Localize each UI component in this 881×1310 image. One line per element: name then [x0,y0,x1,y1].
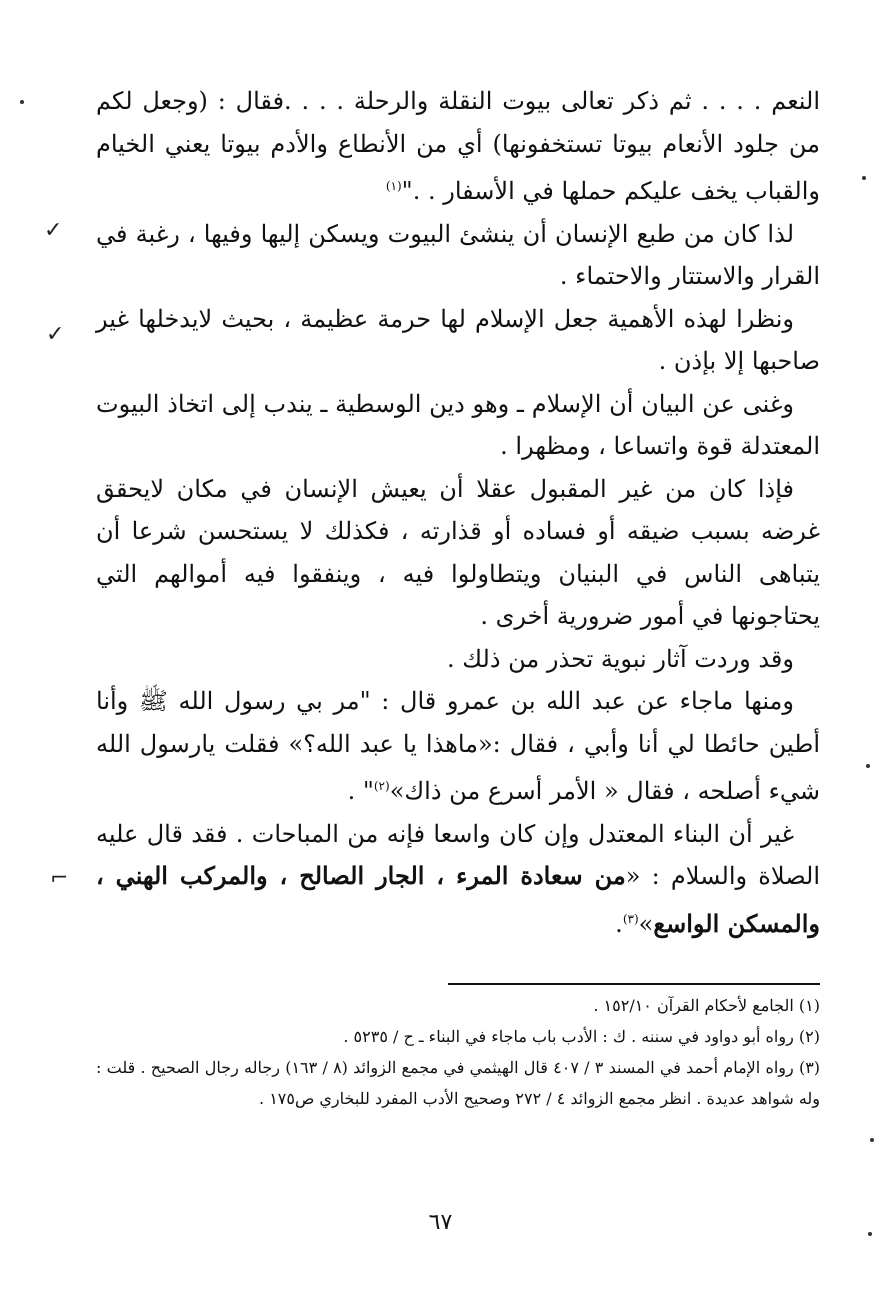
paragraph [96,638,820,681]
paragraph-text: وغنى عن البيان أن الإسلام ـ وهو دين الوسطية ـ يندب إلى اتخاذ البيوت المعتدلة قوة واتساعا ، ومظهرا . [96,389,820,460]
paragraph-text: غير أن البناء المعتدل وإن كان واسعا فإنه من المباحات . فقد قال عليه الصلاة والسلام : « [96,819,820,890]
margin-speck [870,1138,874,1142]
paragraph [96,680,820,813]
margin-checkmark-2: ✓ [46,322,65,347]
paragraph [96,213,820,298]
page-number: ٦٧ [428,1210,453,1235]
margin-bracket-mark: ⌐ [50,866,69,891]
hadith-quote: من سعادة المرء ، الجار الصالح ، والمركب الهني ، والمسكن الواسع [96,861,820,938]
paragraph-text: وقد وردت آثار نبوية تحذر من ذلك . [447,644,794,673]
footnote-ref: (٣) [622,911,639,926]
footnote: (٢) رواه أبو دواود في سننه . ك : الأدب باب ماجاء في البناء ـ ح / ٥٢٣٥ . [343,1027,820,1046]
paragraph-text: ونظرا لهذه الأهمية جعل الإسلام لها حرمة عظيمة ، بحيث لايدخلها غير صاحبها إلا بإذن . [96,304,820,375]
paragraph-tail: " . [347,777,374,805]
footnote-ref: (٢) [373,779,390,793]
margin-speck [20,100,24,104]
footnotes [96,990,820,1114]
paragraph-text: ومنها ماجاء عن عبد الله بن عمرو قال : "مر بي رسول الله ﷺ وأنا أطين حائطا لي أنا وأبي ، فقال :«ماهذا يا عبد الله؟» فقلت يارسول الله شيء أصلحه ، فقال « الأمر أسرع من ذاك» [96,687,820,805]
main-text [96,80,820,945]
paragraph [96,813,820,946]
footnote-ref: (١) [385,179,402,193]
footnote-divider [448,983,820,985]
paragraph [96,298,820,383]
paragraph [96,383,820,468]
paragraph-text: النعم . . . . ثم ذكر تعالى بيوت النقلة والرحلة . . . .فقال : (وجعل لكم من جلود الأنعام بيوتا تستخفونها) أي من الأنطاع والأدم بيوتا يعني الخيام والقباب يخف عليكم حملها في الأسفار . ." [96,87,820,205]
paragraph [96,80,820,213]
margin-checkmark-1: ✓ [44,218,63,243]
quote-close: » [638,909,654,938]
footnote: (١) الجامع لأحكام القرآن ١٥٢/١٠ . [593,996,820,1015]
paragraph [96,468,820,638]
paragraph-text: لذا كان من طبع الإنسان أن ينشئ البيوت ويسكن إليها وفيها ، رغبة في القرار والاستتار والاحتماء . [96,219,820,290]
paragraph-end: . [615,909,623,938]
margin-speck [862,176,866,180]
footnote: (٣) رواه الإمام أحمد في المسند ٣ / ٤٠٧ قال الهيثمي في مجمع الزوائد (٨ / ١٦٣) رجاله رجال الصحيح . قلت : وله شواهد عديدة . انظر مجمع الزوائد ٤ / ٢٧٢ وصحيح الأدب المفرد للبخاري ص١٧٥ . [96,1058,821,1108]
paragraph-text: فإذا كان من غير المقبول عقلا أن يعيش الإنسان في مكان لايحقق غرضه بسبب ضيقه أو فساده أو قذارته ، فكذلك لا يستحسن شرعا أن يتباهى الناس في البنيان ويتطاولوا فيه ، وينفقوا فيه أموالهم التي يحتاجونها في أمور ضرورية أخرى . [96,474,820,630]
margin-speck [866,764,870,768]
